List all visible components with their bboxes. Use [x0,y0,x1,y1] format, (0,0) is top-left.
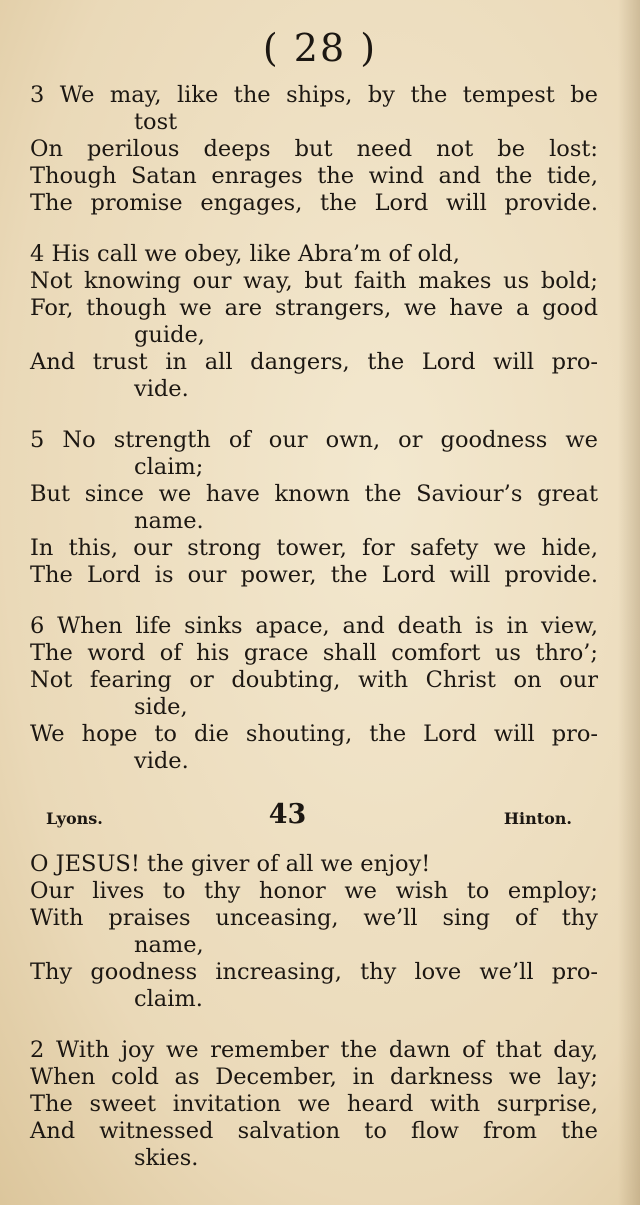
stanza [0,82,640,217]
verse-line: In this, our strong tower, for safety we hide, [30,535,598,561]
verse-line: 4 His call we obey, like Abra’m of old, [30,241,460,267]
verse-line: But since we have known the Saviour’s great [30,481,598,507]
hymn-number: 43 [268,799,307,830]
verse-line: Not fearing or doubting, with Christ on our [30,667,598,693]
verse-line: vide. [134,376,189,402]
verse-line: name, [134,932,204,958]
verse-line: 2 With joy we remember the dawn of that day, [30,1037,598,1063]
tune-name-right: Hinton. [503,809,572,828]
stanza [0,613,640,775]
stanza [0,427,640,589]
verse-line: 5 No strength of our own, or goodness we [30,427,598,453]
verse-line: side, [134,694,188,720]
verse-line: The word of his grace shall comfort us thro’; [30,640,598,666]
verse-line: Not knowing our way, but faith makes us bold; [30,268,598,294]
verse-line: With praises unceasing, we’ll sing of thy [30,905,598,931]
verse-line: claim. [134,986,203,1012]
stanza [0,851,640,1013]
verse-line: Though Satan enrages the wind and the tide, [30,163,598,189]
verse-line: claim; [134,454,204,480]
verse-line: And trust in all dangers, the Lord will pro- [30,349,598,375]
verse-line: tost [134,109,178,135]
stanza [0,241,640,403]
verse-line: 6 When life sinks apace, and death is in view, [30,613,598,639]
verse-line: O JESUS! the giver of all we enjoy! [30,851,431,877]
verse-line: When cold as December, in darkness we lay; [30,1064,598,1090]
verse-line: The Lord is our power, the Lord will provide. [30,562,598,588]
verse-line: The sweet invitation we heard with surprise, [30,1091,598,1117]
tune-name-left: Lyons. [46,809,103,828]
page-number: ( 28 ) [262,26,378,70]
verse-line: We hope to die shouting, the Lord will pro- [30,721,598,747]
hymn-43-stanzas [0,851,640,1172]
verse-line: Our lives to thy honor we wish to employ; [30,878,598,904]
stanza [0,1037,640,1172]
verse-line: The promise engages, the Lord will provide. [30,190,598,216]
verse-line: On perilous deeps but need not be lost: [30,136,598,162]
verse-line: 3 We may, like the ships, by the tempest be [30,82,598,108]
page-text [0,82,640,1196]
hymn-42-stanzas [0,82,640,775]
verse-line: name. [134,508,204,534]
hymn-header [0,799,640,835]
verse-line: For, though we are strangers, we have a good [30,295,598,321]
verse-line: vide. [134,748,189,774]
verse-line: guide, [134,322,205,348]
verse-line: skies. [134,1145,199,1171]
verse-line: Thy goodness increasing, thy love we’ll pro- [30,959,598,985]
verse-line: And witnessed salvation to flow from the [30,1118,598,1144]
